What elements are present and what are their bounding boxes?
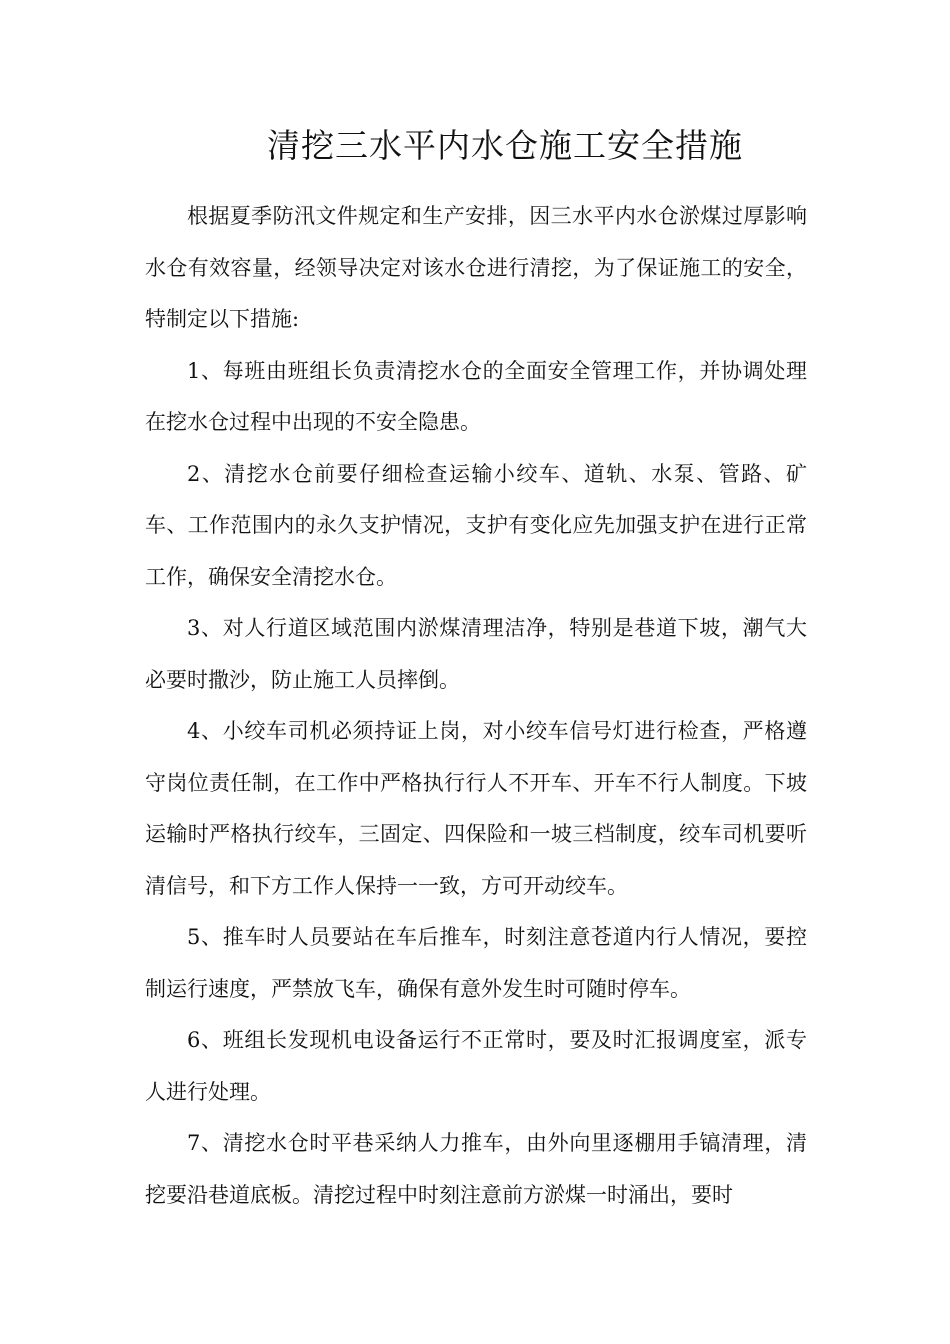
paragraph-item-2: 2、清挖水仓前要仔细检查运输小绞车、道轨、水泵、管路、矿车、工作范围内的永久支护情况，支护有变化应先加强支护在进行正常工作，确保安全清挖水仓。 xyxy=(145,461,807,589)
paragraph-item-6: 6、班组长发现机电设备运行不正常时，要及时汇报调度室，派专人进行处理。 xyxy=(145,1028,807,1104)
paragraph-item-3: 3、对人行道区域范围内淤煤清理洁净，特别是巷道下坡，潮气大必要时撒沙，防止施工人员摔倒。 xyxy=(145,616,807,692)
paragraph-item-5: 5、推车时人员要站在车后推车，时刻注意苍道内行人情况，要控制运行速度，严禁放飞车，确保有意外发生时可随时停车。 xyxy=(145,925,807,1001)
document-body xyxy=(145,191,807,1221)
paragraph-intro: 根据夏季防汛文件规定和生产安排，因三水平内水仓淤煤过厚影响水仓有效容量，经领导决定对该水仓进行清挖，为了保证施工的安全，特制定以下措施: xyxy=(145,204,807,331)
paragraph-item-4: 4、小绞车司机必须持证上岗，对小绞车信号灯进行检查，严格遵守岗位责任制，在工作中严格执行行人不开车、开车不行人制度。下坡运输时严格执行绞车，三固定、四保险和一坡三档制度，绞车司机要听清信号，和下方工作人保持一一致，方可开动绞车。 xyxy=(145,719,807,898)
document-title: 清挖三水平内水仓施工安全措施 xyxy=(267,126,743,165)
paragraph-item-7: 7、清挖水仓时平巷采纳人力推车，由外向里逐棚用手镐清理，清挖要沿巷道底板。清挖过程中时刻注意前方淤煤一时涌出，要时 xyxy=(145,1131,807,1207)
paragraph-item-1: 1、每班由班组长负责清挖水仓的全面安全管理工作，并协调处理在挖水仓过程中出现的不安全隐患。 xyxy=(145,358,807,434)
